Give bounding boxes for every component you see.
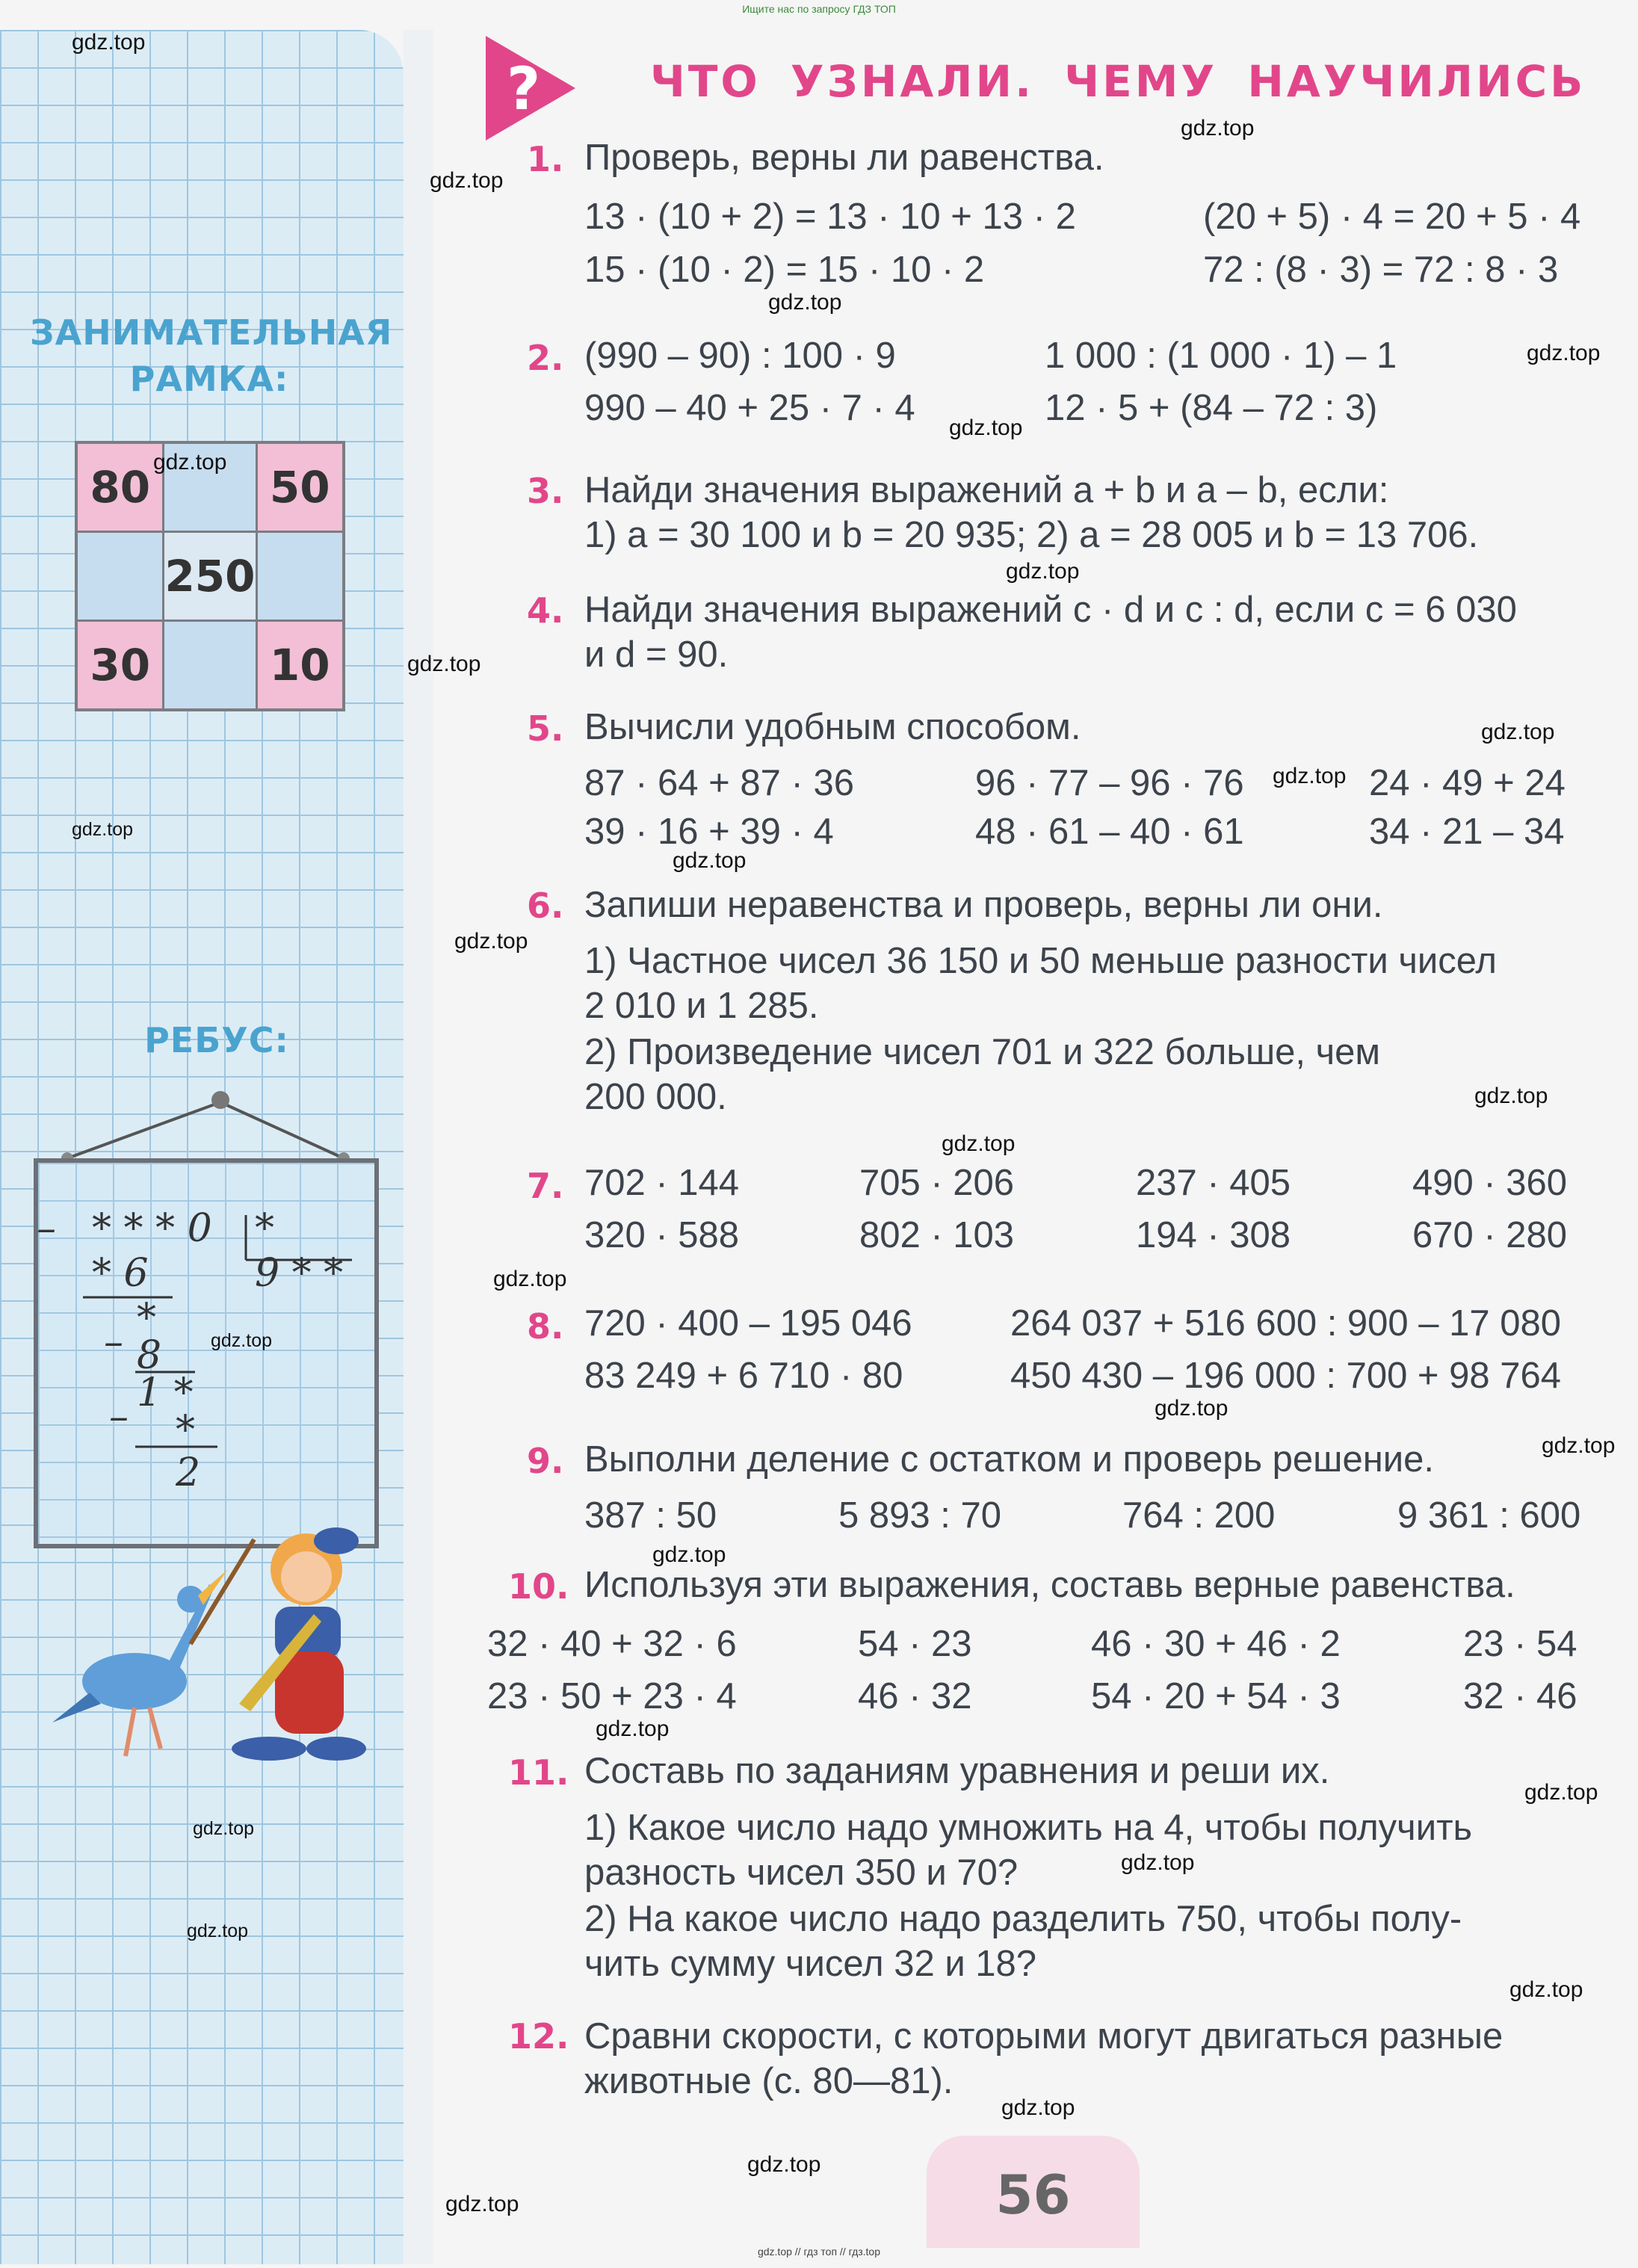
task-9-number: 9. <box>527 1441 564 1481</box>
task-5-expr: 87 · 64 + 87 · 36 <box>584 763 854 803</box>
task-6-title: Запиши неравенства и проверь, верны ли они. <box>584 885 1383 925</box>
watermark: gdz.top <box>949 415 1023 440</box>
task-4-line-2: и d = 90. <box>584 634 729 675</box>
watermark: gdz.top <box>1273 764 1347 788</box>
magic-cell: 50 <box>258 444 342 531</box>
magic-cell <box>78 533 162 619</box>
task-8-expr-right-2: 450 430 – 196 000 : 700 + 98 764 <box>1010 1356 1562 1396</box>
task-4-number: 4. <box>527 590 564 631</box>
task-9-expr: 9 361 : 600 <box>1397 1495 1581 1536</box>
watermark: gdz.top <box>1524 1780 1598 1805</box>
task-5-expr: 96 · 77 – 96 · 76 <box>975 763 1244 803</box>
task-9-expr: 764 : 200 <box>1122 1495 1276 1536</box>
task-11-part-1-line-1: 1) Какое число надо умножить на 4, чтобы получить <box>584 1808 1473 1848</box>
top-note: Ищите нас по запросу ГДЗ ТОП <box>742 3 896 15</box>
task-5-number: 5. <box>527 708 564 749</box>
task-8-expr-left-2: 83 249 + 6 710 · 80 <box>584 1356 903 1396</box>
task-7-expr: 194 · 308 <box>1136 1215 1291 1255</box>
page-title: ЧТО УЗНАЛИ. ЧЕМУ НАУЧИЛИСЬ <box>650 56 1586 107</box>
task-7-expr: 702 · 144 <box>584 1163 740 1203</box>
bottom-note: gdz.top // гдз топ // гдз.top <box>757 2246 881 2258</box>
watermark: gdz.top <box>1121 1850 1195 1875</box>
task-10-expr: 46 · 30 + 46 · 2 <box>1091 1624 1341 1664</box>
task-8-expr-right-1: 264 037 + 516 600 : 900 – 17 080 <box>1010 1303 1562 1344</box>
task-10-expr: 54 · 23 <box>858 1624 972 1664</box>
question-mark-icon <box>486 36 575 140</box>
watermark: gdz.top <box>72 30 146 55</box>
task-7-number: 7. <box>527 1166 564 1206</box>
watermark: gdz.top <box>942 1131 1016 1156</box>
magic-cell: 10 <box>258 622 342 708</box>
task-1-expr-left-2: 15 · (10 · 2) = 15 · 10 · 2 <box>584 250 985 290</box>
frame-title-line2: РАМКА: <box>129 359 289 399</box>
clown-boy-icon <box>232 1527 366 1761</box>
watermark: gdz.top <box>193 1818 255 1839</box>
rebus-minus: – <box>104 1320 123 1365</box>
task-10-expr: 23 · 50 + 23 · 4 <box>487 1676 737 1717</box>
task-6-part-1-line-1: 1) Частное чисел 36 150 и 50 меньше разности чисел <box>584 941 1498 981</box>
watermark: gdz.top <box>1474 1084 1548 1108</box>
task-1-title: Проверь, верны ли равенства. <box>584 137 1104 178</box>
task-3-line-2: 1) a = 30 100 и b = 20 935; 2) a = 28 005 и b = 13 706. <box>584 515 1479 555</box>
watermark: gdz.top <box>768 290 842 315</box>
task-6-number: 6. <box>527 886 564 926</box>
task-10-expr: 32 · 40 + 32 · 6 <box>487 1624 737 1664</box>
task-2-expr-left-1: (990 – 90) : 100 · 9 <box>584 336 896 376</box>
rebus-remainder: 2 <box>176 1450 201 1495</box>
task-9-expr: 387 : 50 <box>584 1495 717 1536</box>
watermark: gdz.top <box>1006 559 1080 584</box>
task-12-line-2: животные (с. 80—81). <box>584 2061 954 2101</box>
task-5-expr: 24 · 49 + 24 <box>1369 763 1566 803</box>
page-number: 56 <box>995 2163 1071 2226</box>
magic-cell: 80 <box>78 444 162 531</box>
task-10-expr: 32 · 46 <box>1463 1676 1577 1717</box>
sidebar-edge <box>404 30 433 2264</box>
watermark: gdz.top <box>430 168 504 193</box>
watermark: gdz.top <box>493 1267 567 1291</box>
task-1-expr-right-2: 72 : (8 · 3) = 72 : 8 · 3 <box>1203 250 1559 290</box>
watermark: gdz.top <box>1481 720 1555 744</box>
watermark: gdz.top <box>673 848 747 873</box>
magic-cell <box>258 533 342 619</box>
task-1-expr-left-1: 13 · (10 + 2) = 13 · 10 + 13 · 2 <box>584 197 1076 237</box>
task-11-part-2-line-1: 2) На какое число надо разделить 750, чтобы полу- <box>584 1899 1462 1939</box>
task-10-expr: 54 · 20 + 54 · 3 <box>1091 1676 1341 1717</box>
task-11-part-1-line-2: разность чисел 350 и 70? <box>584 1853 1019 1893</box>
task-3-line-1: Найди значения выражений a + b и a – b, если: <box>584 470 1389 510</box>
watermark: gdz.top <box>1509 1977 1583 2002</box>
rebus-minus: – <box>37 1206 56 1251</box>
task-2-expr-left-2: 990 – 40 + 25 · 7 · 4 <box>584 388 915 428</box>
task-7-expr: 802 · 103 <box>859 1215 1015 1255</box>
task-1-number: 1. <box>527 139 564 179</box>
task-9-title: Выполни деление с остатком и проверь решение. <box>584 1439 1435 1480</box>
watermark: gdz.top <box>211 1330 273 1351</box>
watermark: gdz.top <box>1001 2095 1075 2120</box>
hanging-string-icon <box>52 1084 366 1166</box>
task-1-expr-right-1: (20 + 5) · 4 = 20 + 5 · 4 <box>1203 197 1581 237</box>
task-8-number: 8. <box>527 1306 564 1347</box>
watermark: gdz.top <box>407 652 481 676</box>
watermark: gdz.top <box>445 2192 519 2216</box>
magic-cell-center: 250 <box>164 533 255 619</box>
watermark: gdz.top <box>747 2152 821 2177</box>
task-10-number: 10. <box>508 1566 569 1607</box>
watermark: gdz.top <box>596 1717 670 1741</box>
rebus-board <box>34 1158 379 1548</box>
task-10-expr: 23 · 54 <box>1463 1624 1577 1664</box>
task-10-title: Используя эти выражения, составь верные равенства. <box>584 1565 1515 1605</box>
task-7-expr: 237 · 405 <box>1136 1163 1291 1203</box>
watermark: gdz.top <box>1181 116 1255 140</box>
task-5-expr: 48 · 61 – 40 · 61 <box>975 812 1244 852</box>
stork-and-boy-illustration <box>37 1524 381 1771</box>
task-6-part-2-line-1: 2) Произведение чисел 701 и 322 больше, чем <box>584 1032 1381 1072</box>
rebus-title: РЕБУС: <box>144 1020 289 1060</box>
stork-icon <box>52 1539 254 1756</box>
task-11-title: Составь по заданиям уравнения и реши их. <box>584 1751 1330 1791</box>
task-5-expr: 39 · 16 + 39 · 4 <box>584 812 834 852</box>
task-5-expr: 34 · 21 – 34 <box>1369 812 1565 852</box>
watermark: gdz.top <box>153 450 227 475</box>
watermark: gdz.top <box>72 819 134 840</box>
watermark: gdz.top <box>1527 341 1601 365</box>
task-12-number: 12. <box>508 2016 569 2057</box>
rebus-remainder1: * <box>137 1296 156 1341</box>
watermark: gdz.top <box>187 1921 249 1941</box>
task-3-number: 3. <box>527 471 564 511</box>
task-5-title: Вычисли удобным способом. <box>584 707 1081 747</box>
watermark: gdz.top <box>454 929 528 954</box>
watermark: gdz.top <box>1542 1433 1616 1458</box>
task-9-expr: 5 893 : 70 <box>838 1495 1001 1536</box>
task-11-part-2-line-2: чить сумму чисел 32 и 18? <box>584 1944 1037 1984</box>
frame-title-line1: ЗАНИМАТЕЛЬНАЯ <box>30 312 393 353</box>
watermark: gdz.top <box>652 1542 726 1567</box>
task-12-line-1: Сравни скорости, с которыми могут двигаться разные <box>584 2016 1503 2057</box>
rebus-divisor: * <box>255 1206 274 1251</box>
task-7-expr: 705 · 206 <box>859 1163 1015 1203</box>
rebus-subtrahend2: 8 <box>137 1333 162 1378</box>
magic-cell <box>164 622 255 708</box>
task-7-expr: 490 · 360 <box>1412 1163 1568 1203</box>
watermark: gdz.top <box>1155 1396 1228 1421</box>
rebus-quotient: 9 * * <box>255 1251 344 1296</box>
task-11-number: 11. <box>508 1752 569 1793</box>
task-8-expr-left-1: 720 · 400 – 195 046 <box>584 1303 912 1344</box>
rebus-subtrahend: * 6 <box>92 1251 149 1296</box>
task-7-expr: 670 · 280 <box>1412 1215 1568 1255</box>
task-7-expr: 320 · 588 <box>584 1215 740 1255</box>
task-10-expr: 46 · 32 <box>858 1676 972 1717</box>
magic-square <box>75 441 345 711</box>
rebus-dividend: * * * 0 <box>92 1206 212 1251</box>
question-mark-glyph: ? <box>507 56 541 123</box>
task-2-number: 2. <box>527 338 564 378</box>
task-2-expr-right-2: 12 · 5 + (84 – 72 : 3) <box>1045 388 1378 428</box>
task-4-line-1: Найди значения выражений c · d и c : d, если c = 6 030 <box>584 590 1517 630</box>
magic-cell: 30 <box>78 622 162 708</box>
rebus-remainder2: 1 * <box>137 1371 194 1415</box>
rebus-minus: – <box>109 1394 129 1439</box>
task-2-expr-right-1: 1 000 : (1 000 · 1) – 1 <box>1045 336 1397 376</box>
rebus-subtrahend3: * <box>176 1408 195 1453</box>
task-6-part-1-line-2: 2 010 и 1 285. <box>584 986 819 1026</box>
task-6-part-2-line-2: 200 000. <box>584 1077 727 1117</box>
